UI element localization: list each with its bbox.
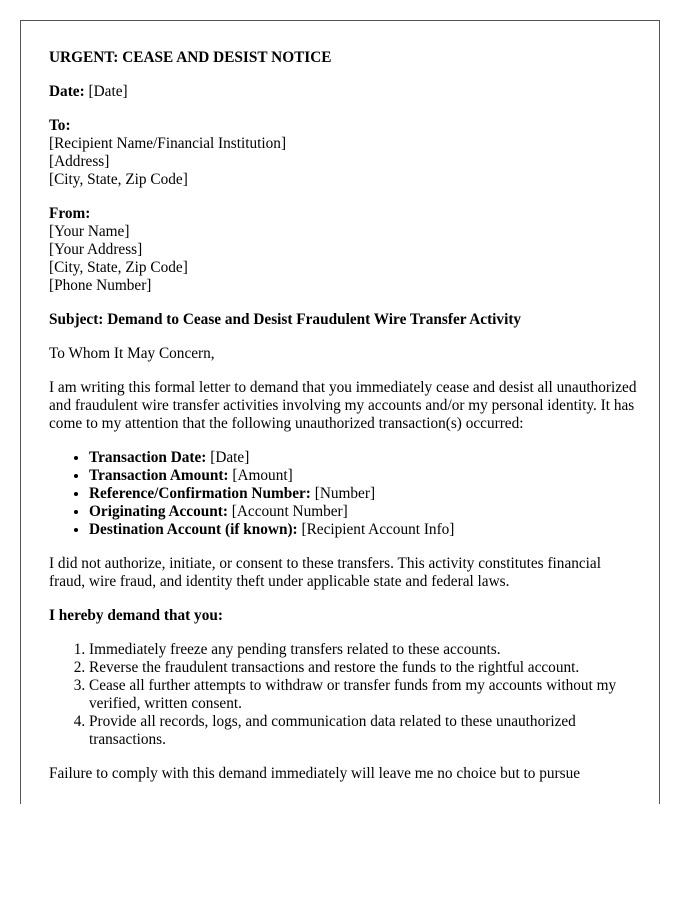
to-line: [Recipient Name/Financial Institution] <box>49 135 287 152</box>
letter-title: URGENT: CEASE AND DESIST NOTICE <box>49 49 332 66</box>
list-item <box>89 503 639 521</box>
demand-heading: I hereby demand that you: <box>49 607 223 624</box>
letter-page <box>20 20 660 804</box>
item-value: [Number] <box>314 485 376 502</box>
date-value: [Date] <box>88 83 128 100</box>
from-line: [Phone Number] <box>49 277 152 294</box>
list-item: 2. Reverse the fraudulent transactions and restore the funds to the rightful account. <box>89 659 639 677</box>
from-line: [Your Address] <box>49 241 143 258</box>
letter-content <box>49 49 639 799</box>
item-value: [Date] <box>210 449 250 466</box>
list-item: 3. Cease all further attempts to withdraw or transfer funds from my accounts without my verified, written consent. <box>89 677 639 713</box>
list-item <box>89 485 639 503</box>
item-value: [Account Number] <box>231 503 348 520</box>
item-label: Originating Account: <box>89 503 228 520</box>
to-line: [City, State, Zip Code] <box>49 171 188 188</box>
to-block <box>49 117 639 189</box>
transaction-list <box>49 449 639 539</box>
subject-line: Subject: Demand to Cease and Desist Fraudulent Wire Transfer Activity <box>49 311 522 328</box>
list-item: 1. Immediately freeze any pending transfers related to these accounts. <box>89 641 639 659</box>
from-label: From: <box>49 205 91 222</box>
item-label: Transaction Amount: <box>89 467 229 484</box>
from-line: [Your Name] <box>49 223 130 240</box>
list-item <box>89 521 639 539</box>
date-label: Date: <box>49 83 85 100</box>
demand-list <box>49 641 639 749</box>
item-label: Destination Account (if known): <box>89 521 298 538</box>
salutation: To Whom It May Concern, <box>49 345 215 362</box>
from-block <box>49 205 639 295</box>
item-value: [Recipient Account Info] <box>301 521 455 538</box>
item-label: Transaction Date: <box>89 449 207 466</box>
list-item <box>89 449 639 467</box>
statement-paragraph: I did not authorize, initiate, or consent to these transfers. This activity constitutes financial fraud, wire fraud, and identity theft under applicable state and federal laws. <box>49 555 601 590</box>
intro-paragraph: I am writing this formal letter to demand that you immediately cease and desist all unauthorized and fraudulent wire transfer activities involving my accounts and/or my personal identity. It has come to my attention that the following unauthorized transaction(s) occurred: <box>49 379 637 432</box>
item-label: Reference/Confirmation Number: <box>89 485 311 502</box>
closing-paragraph: Failure to comply with this demand immediately will leave me no choice but to pursue <box>49 765 581 782</box>
list-item <box>89 467 639 485</box>
list-item: 4. Provide all records, logs, and communication data related to these unauthorized transactions. <box>89 713 639 749</box>
to-line: [Address] <box>49 153 110 170</box>
to-label: To: <box>49 117 71 134</box>
item-value: [Amount] <box>232 467 293 484</box>
from-line: [City, State, Zip Code] <box>49 259 188 276</box>
date-line <box>49 83 639 101</box>
